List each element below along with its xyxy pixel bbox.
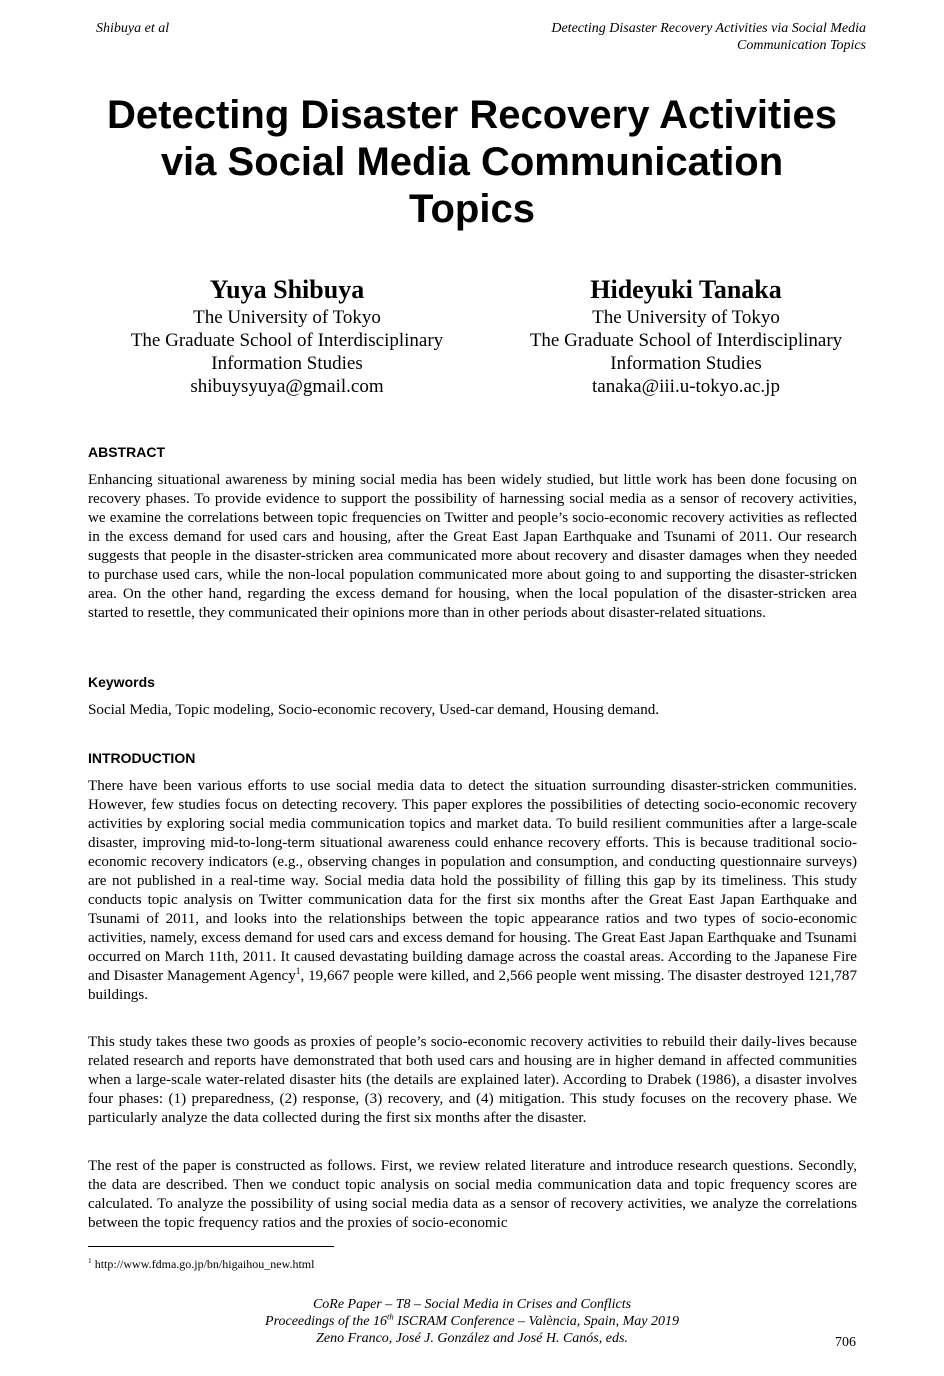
paper-title <box>60 92 884 233</box>
author-name: Hideyuki Tanaka <box>590 275 782 304</box>
running-head-authors: Shibuya et al <box>96 21 170 36</box>
author-name: Yuya Shibuya <box>209 275 365 304</box>
conference-footer <box>172 1296 772 1347</box>
footnote-separator <box>88 1246 334 1247</box>
introduction-heading: INTRODUCTION <box>88 750 196 766</box>
running-head-title <box>551 20 866 54</box>
author-email: shibuysyuya@gmail.com <box>190 376 384 397</box>
running-head-title-line2: Communication Topics <box>737 38 866 53</box>
author-affiliation: The Graduate School of Interdisciplinary <box>130 330 444 351</box>
introduction-p1-text: There have been various efforts to use social media data to detect the situation surrounding disaster-stricken communities. However, few studies focus on detecting recovery. This paper explores the possibilities of detecting socio-economic recovery activities by exploring social media communication topics and market data. To build resilient communities after a large-scale disaster, improving mid-to-long-term situational awareness could enhance recovery efforts. This is because traditional socio-economic recovery indicators (e.g., observing changes in population and consumption, and conducting questionnaire surveys) are not published in a real-time way. Social media data hold the possibility of filling this gap by its timeliness. This study conducts topic analysis on Twitter communication data for the first six months after the Great East Japan Earthquake and Tsunami of 2011, and looks into the relationships between the topic appearance ratios and two types of socio-economic activities, namely, excess demand for used cars and excess demand for housing. The Great East Japan Earthquake and Tsunami occurred on March 11th, 2011. It caused devastating building damage across the coastal areas. According to the Japanese Fire and Disaster Management Agency <box>88 778 857 984</box>
keywords-text: Social Media, Topic modeling, Socio-economic recovery, Used-car demand, Housing demand. <box>88 702 660 718</box>
abstract-text: Enhancing situational awareness by mining social media has been widely studied, but little work has been done focusing on recovery phases. To provide evidence to support the possibility of harnessing social media as a sensor of recovery activities, we examine the correlations between topic frequencies on Twitter and people’s socio-economic recovery activities as reflected in the excess demand for used cars and housing, after the Great East Japan Earthquake and Tsunami of 2011. Our research suggests that people in the disaster-stricken area communicated more about recovery and disaster damages when they needed to purchase used cars, while the non-local population communicated more about going to and supporting the disaster-stricken area. On the other hand, regarding the excess demand for housing, when the local population of the disaster-stricken area started to resettle, they communicated their opinions more than in other periods about disaster-related situations. <box>88 472 857 621</box>
page-number: 706 <box>835 1335 856 1350</box>
author-affiliation: Information Studies <box>610 353 762 374</box>
footnote-url: http://www.fdma.go.jp/bn/higaihou_new.html <box>91 1257 315 1271</box>
author-email: tanaka@iii.u-tokyo.ac.jp <box>592 376 780 397</box>
footnote-reference: 1 <box>295 966 301 977</box>
footer-line2-end: ISCRAM Conference – València, Spain, May 2019 <box>393 1314 679 1329</box>
author-affiliation: Information Studies <box>211 353 363 374</box>
introduction-paragraph-2: This study takes these two goods as proxies of people’s socio-economic recovery activities to rebuild their daily-lives because related research and reports have demonstrated that both used cars and housing are in higher demand in affected communities when a large-scale water-related disaster hits (the details are explained later). According to Drabek (1986), a disaster involves four phases: (1) preparedness, (2) response, (3) recovery, and (4) mitigation. This study focuses on the recovery phase. We particularly analyze the data collected during the first six months after the disaster. <box>88 1034 857 1126</box>
paper-title-line1: Detecting Disaster Recovery Activities <box>107 93 837 137</box>
footer-line1: CoRe Paper – T8 – Social Media in Crises and Conflicts <box>312 1297 632 1312</box>
footnote-mark: 1 <box>88 1256 92 1265</box>
footer-ordinal: th <box>386 1311 394 1322</box>
introduction-p1-text-end: , 19,667 people were killed, and 2,566 people went missing. The disaster destroyed 121,787 buildings. <box>88 968 857 1003</box>
paper-title-line2: via Social Media Communication <box>160 140 784 184</box>
author-affiliation: The University of Tokyo <box>193 307 381 328</box>
author-affiliation: The University of Tokyo <box>592 307 780 328</box>
footer-line3: Zeno Franco, José J. González and José H. Canós, eds. <box>316 1331 628 1346</box>
introduction-paragraph-3: The rest of the paper is constructed as follows. First, we review related literature and introduce research questions. Secondly, the data are described. Then we conduct topic analysis on social media communication data and topic frequency scores are calculated. To analyze the possibility of using social media data as a sensor of recovery activities, we analyze the correlations between the topic frequency ratios and the proxies of socio-economic <box>88 1158 857 1231</box>
footer-line2-start: Proceedings of the 16 <box>265 1314 387 1329</box>
author-block-2 <box>491 274 881 398</box>
introduction-paragraph-1 <box>88 777 857 1005</box>
author-affiliation: The Graduate School of Interdisciplinary <box>529 330 843 351</box>
keywords-heading: Keywords <box>88 674 155 690</box>
footer-line2 <box>172 1313 772 1330</box>
author-block-1 <box>92 274 482 398</box>
abstract-heading: ABSTRACT <box>88 444 165 460</box>
running-head-title-line1: Detecting Disaster Recovery Activities via Social Media <box>551 21 866 36</box>
paper-title-line3: Topics <box>409 187 535 231</box>
footnote <box>88 1257 314 1272</box>
